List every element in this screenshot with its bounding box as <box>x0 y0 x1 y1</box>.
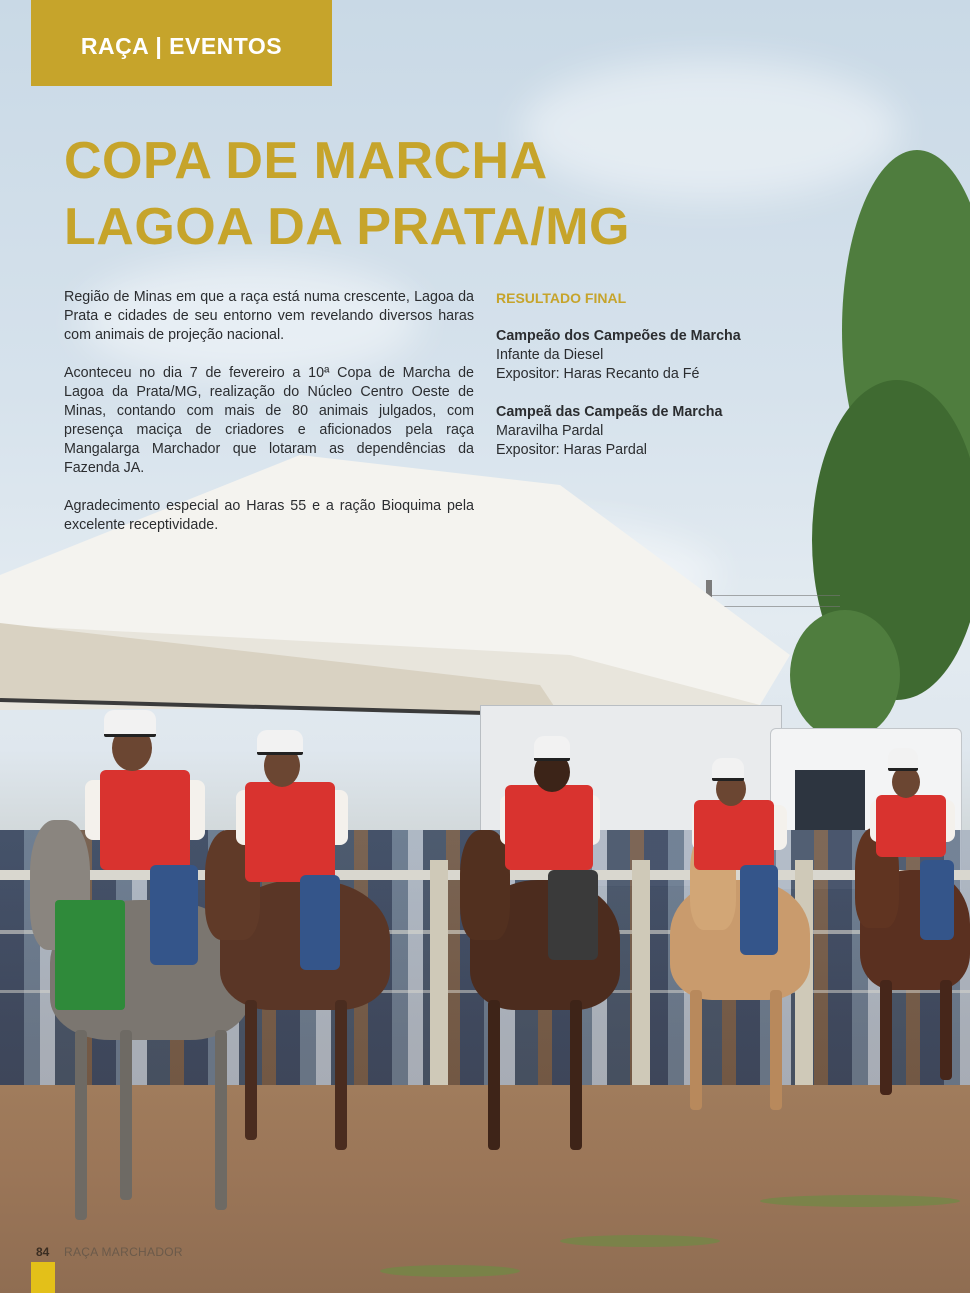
horse-leg <box>120 1030 132 1200</box>
fence-post <box>632 860 650 1110</box>
horse-leg <box>215 1030 227 1210</box>
horse-leg <box>488 1000 500 1150</box>
arena-ground <box>0 1085 970 1293</box>
rider-vest <box>245 782 335 882</box>
horse-leg <box>570 1000 582 1150</box>
horse-leg <box>690 990 702 1110</box>
horse-leg <box>770 990 782 1110</box>
magazine-name: RAÇA MARCHADOR <box>64 1245 183 1259</box>
rider-cap <box>712 758 744 781</box>
rider-cap <box>534 736 570 761</box>
result-item <box>496 403 796 460</box>
page-number: 84 <box>36 1245 50 1259</box>
horse-head <box>460 830 510 940</box>
rider-cap <box>888 748 918 771</box>
article-body <box>64 288 474 554</box>
paragraph: Região de Minas em que a raça está numa crescente, Lagoa da Prata e cidades de seu entorno vem revelando diversos haras com animais de projeção nacional. <box>64 289 474 343</box>
rider-jeans <box>300 875 340 970</box>
rider-jeans <box>150 865 198 965</box>
horse-leg <box>940 980 952 1080</box>
grass-patch <box>560 1235 720 1247</box>
rider-jeans <box>920 860 954 940</box>
result-animal: Infante da Diesel <box>496 347 604 363</box>
rider-vest <box>505 785 593 870</box>
rider-vest <box>100 770 190 870</box>
article-title <box>64 128 630 260</box>
sash <box>55 900 125 1010</box>
paragraph: Agradecimento especial ao Haras 55 e a ração Bioquima pela excelente receptividade. <box>64 498 474 533</box>
paragraph: Aconteceu no dia 7 de fevereiro a 10ª Copa de Marcha de Lagoa da Prata/MG, realização do Núcleo Centro Oeste de Minas, contando com mais de 80 animais julgados, com presença maciça de criadores e aficionados pela raça Mangalarga Marchador que lotaram as dependências da Fazenda JA. <box>64 365 474 476</box>
truck-window <box>795 770 865 830</box>
title-line: COPA DE MARCHA <box>64 132 548 190</box>
result-title: Campeão dos Campeões de Marcha <box>496 328 741 344</box>
grass-patch <box>760 1195 960 1207</box>
tree <box>790 610 900 740</box>
footer-accent-bar <box>31 1262 55 1293</box>
title-line: LAGOA DA PRATA/MG <box>64 198 631 256</box>
results-heading: RESULTADO FINAL <box>496 290 627 306</box>
horse-leg <box>245 1000 257 1140</box>
rider-cap <box>104 710 156 737</box>
result-exhibitor: Expositor: Haras Recanto da Fé <box>496 366 700 382</box>
result-title: Campeã das Campeãs de Marcha <box>496 404 723 420</box>
rider-pants <box>548 870 598 960</box>
rider-vest <box>694 800 774 870</box>
rider-vest <box>876 795 946 857</box>
section-label: RAÇA | EVENTOS <box>80 32 283 59</box>
result-animal: Maravilha Pardal <box>496 423 604 439</box>
grass-patch <box>380 1265 520 1277</box>
rider-cap <box>257 730 303 755</box>
horse-leg <box>880 980 892 1095</box>
horse-leg <box>335 1000 347 1150</box>
result-item <box>496 327 796 384</box>
results-box <box>496 289 796 479</box>
horse-leg <box>75 1030 87 1220</box>
rider-jeans <box>740 865 778 955</box>
result-exhibitor: Expositor: Haras Pardal <box>496 442 647 458</box>
section-tab <box>31 0 332 86</box>
